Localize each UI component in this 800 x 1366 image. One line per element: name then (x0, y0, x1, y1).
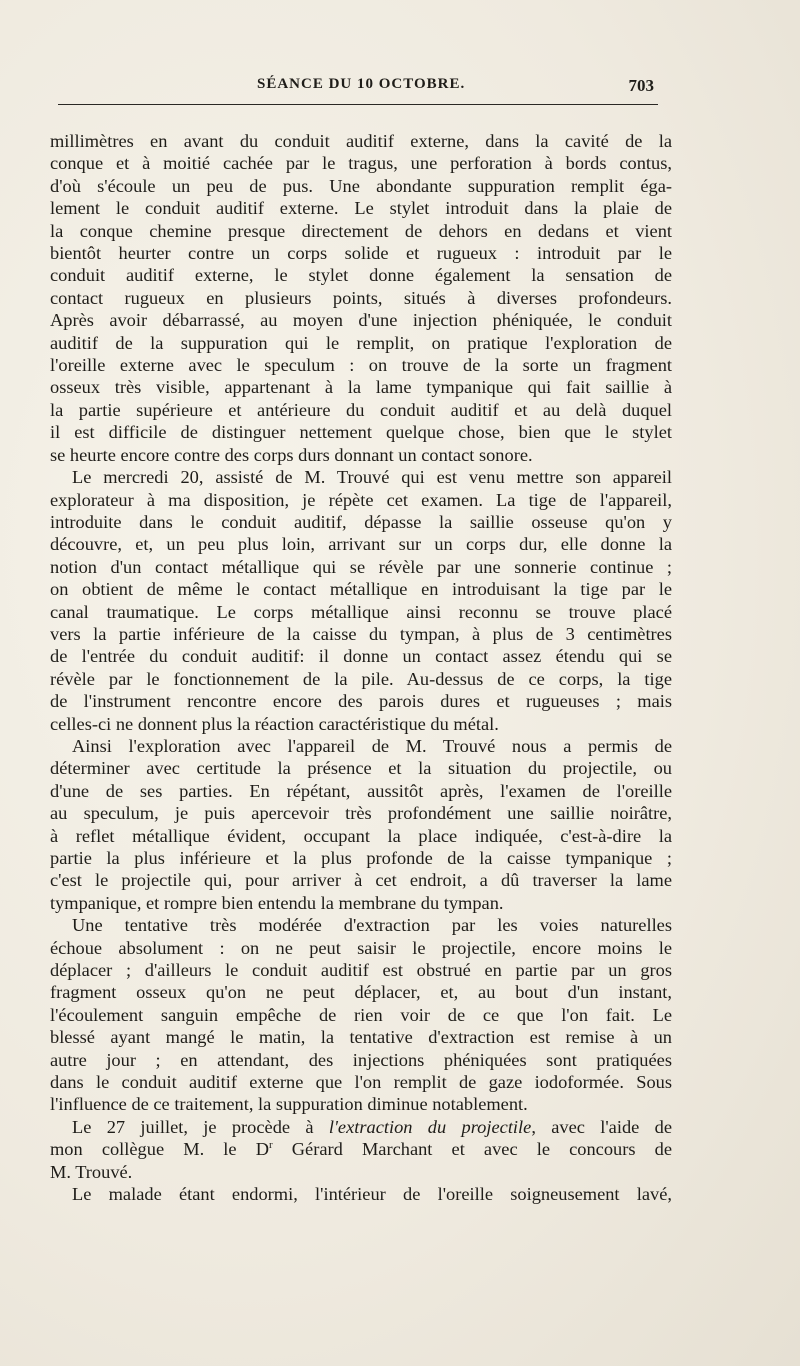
text-line: l'influence de ce traitement, la suppuration diminue notablement. (50, 1094, 528, 1115)
italic-phrase: l'extraction du projectile (328, 1116, 532, 1137)
text-line: la partie supérieure et antérieure du conduit auditif et au delà duquel (50, 399, 672, 420)
text-line: l'écoulement sanguin empêche de rien voir de ce que l'on fait. Le (50, 1004, 672, 1025)
text-span: Gérard Marchant et avec le concours de (272, 1139, 672, 1160)
text-line: c'est le projectile qui, pour arriver à cet endroit, a dû traverser la lame (50, 870, 672, 891)
text-line: canal traumatique. Le corps métallique ainsi reconnu se trouve placé (50, 601, 672, 622)
text-line: on obtient de même le contact métallique en introduisant la tige par le (50, 579, 672, 600)
text-line: Le mercredi 20, assisté de M. Trouvé qui est venu mettre son appareil (72, 467, 672, 488)
text-line: celles-ci ne donnent plus la réaction caractéristique du métal. (50, 713, 499, 734)
text-line: bientôt heurter contre un corps solide et rugueux : introduit par le (50, 243, 672, 264)
superscript: r (268, 1139, 273, 1152)
text-line: de l'entrée du conduit auditif: il donne un contact assez étendu qui se (50, 646, 672, 667)
text-line: partie la plus inférieure et la plus profonde de la caisse tympanique ; (50, 848, 672, 868)
text-span: , avec l'aide de (531, 1116, 672, 1137)
text-line: millimètres en avant du conduit auditif externe, dans la cavité de la (50, 131, 672, 151)
text-line: vers la partie inférieure de la caisse du tympan, à plus de 3 centimètres (50, 623, 672, 644)
text-line: échoue absolument : on ne peut saisir le projectile, encore moins le (50, 937, 672, 958)
text-line: découvre, et, un peu plus loin, arrivant sur un corps dur, elle donne la (50, 534, 672, 555)
text-line: Le malade étant endormi, l'intérieur de l'oreille soigneusement lavé, (72, 1184, 672, 1205)
text-line: révèle par le fonctionnement de la pile. Au-dessus de ce corps, la tige (50, 668, 672, 689)
text-line: d'où s'écoule un peu de pus. Une abondante suppuration remplit éga- (50, 175, 672, 196)
header-rule (58, 104, 658, 105)
text-line: à reflet métallique évident, occupant la place indiquée, c'est-à-dire la (50, 825, 672, 846)
text-line: déterminer avec certitude la présence et la situation du projectile, ou (50, 758, 672, 779)
text-line: notion d'un contact métallique qui se révèle par une sonnerie continue ; (50, 556, 672, 577)
text-line: dans le conduit auditif externe que l'on remplit de gaze iodoformée. Sous (50, 1072, 672, 1093)
text-line: auditif de la suppuration qui le remplit, on pratique l'exploration de (50, 332, 672, 353)
running-title: SÉANCE DU 10 OCTOBRE. (257, 76, 466, 92)
text-line: se heurte encore contre des corps durs donnant un contact sonore. (50, 444, 533, 465)
text-line: explorateur à ma disposition, je répète cet examen. La tige de l'appareil, (50, 489, 672, 510)
text-line: Une tentative très modérée d'extraction par les voies naturelles (72, 915, 672, 936)
text-line: osseux très visible, appartenant à la lame tympanique qui fait saillie à (50, 377, 672, 398)
text-line: de l'instrument rencontre encore des parois dures et rugueuses ; mais (50, 691, 672, 712)
text-line: déplacer ; d'ailleurs le conduit auditif est obstrué en partie par un gros (50, 960, 672, 981)
text-line: M. Trouvé. (50, 1161, 133, 1182)
running-head (52, 76, 660, 100)
text-line: fragment osseux qu'on ne peut déplacer, et, au bout d'un instant, (50, 982, 672, 1003)
text-line: Après avoir débarrassé, au moyen d'une injection phéniquée, le conduit (50, 310, 672, 331)
text-line: conque et à moitié cachée par le tragus, une perforation à bords contus, (50, 153, 672, 174)
text-line: d'une de ses parties. En répétant, aussitôt après, l'examen de l'oreille (50, 780, 672, 801)
text-line: l'oreille externe avec le speculum : on trouve de la sorte un fragment (50, 355, 672, 376)
text-line: lement le conduit auditif externe. Le stylet introduit dans la plaie de (50, 198, 672, 219)
text-line (50, 1138, 672, 1160)
text-span: mon collègue M. le D (50, 1139, 269, 1160)
text-line: la conque chemine presque directement de dehors en dedans et vient (50, 220, 672, 241)
text-line: introduite dans le conduit auditif, dépasse la saillie osseuse qu'on y (50, 511, 672, 532)
page-number: 703 (628, 76, 654, 95)
text-line (50, 1116, 672, 1138)
text-line: il est difficile de distinguer nettement quelque chose, bien que le stylet (50, 422, 672, 443)
text-line: tympanique, et rompre bien entendu la membrane du tympan. (50, 892, 504, 913)
text-line: autre jour ; en attendant, des injections phéniquées sont pratiquées (50, 1049, 672, 1070)
text-line: conduit auditif externe, le stylet donne également la sensation de (50, 265, 672, 286)
text-line: au speculum, je puis apercevoir très profondément une saillie noirâtre, (50, 803, 672, 824)
text-line: blessé ayant mangé le matin, la tentative d'extraction est remise à un (50, 1027, 672, 1048)
text-span: Le 27 juillet, je procède à (72, 1116, 329, 1137)
text-line: contact rugueux en plusieurs points, situés à diverses profondeurs. (50, 287, 672, 308)
text-line: Ainsi l'exploration avec l'appareil de M. Trouvé nous a permis de (72, 735, 672, 756)
body-text (50, 130, 672, 1206)
